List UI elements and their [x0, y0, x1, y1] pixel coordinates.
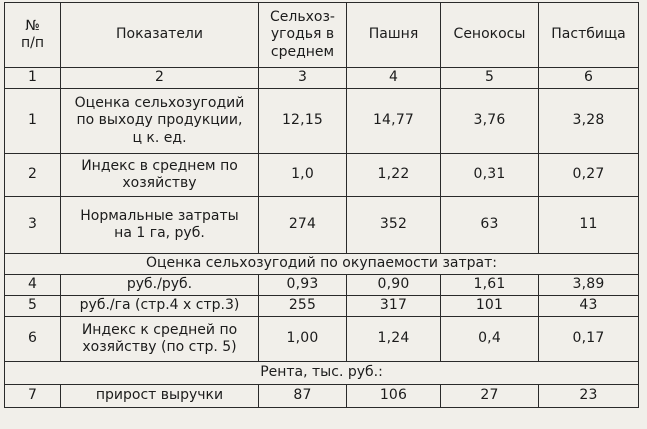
value-pastures: 0,27: [539, 154, 639, 197]
table-row: [5, 275, 639, 296]
value-pastures: 23: [539, 385, 639, 408]
row-label: [61, 89, 259, 154]
header-pastures-text: Пастбища: [551, 26, 626, 43]
value-avg: 12,15: [259, 89, 347, 154]
value-pastures: 0,17: [539, 317, 639, 362]
column-number: 4: [347, 68, 441, 89]
value-hayfields: 3,76: [441, 89, 539, 154]
section-title: Рента, тыс. руб.:: [5, 362, 639, 385]
row-label: [61, 197, 259, 254]
table-row: [5, 154, 639, 197]
value-arable: 1,22: [347, 154, 441, 197]
value-pastures: 43: [539, 296, 639, 317]
row-num: 1: [5, 89, 61, 154]
value-hayfields: 0,4: [441, 317, 539, 362]
header-hayfields-text: Сенокосы: [453, 26, 526, 43]
row-label: [61, 385, 259, 408]
value-avg: 255: [259, 296, 347, 317]
column-number: 5: [441, 68, 539, 89]
row-label-text: руб./руб.: [126, 276, 193, 293]
table-row: [5, 197, 639, 254]
row-num: 4: [5, 275, 61, 296]
column-number: 6: [539, 68, 639, 89]
header-row: [5, 3, 639, 68]
value-arable: 0,90: [347, 275, 441, 296]
row-num: 2: [5, 154, 61, 197]
row-num: 6: [5, 317, 61, 362]
column-number: 1: [5, 68, 61, 89]
row-label: [61, 275, 259, 296]
header-arable: [347, 3, 441, 68]
value-avg: 1,0: [259, 154, 347, 197]
header-arable-text: Пашня: [368, 26, 419, 43]
column-number-row: [5, 68, 639, 89]
row-label-text: Индекс к средней по хозяйству (по стр. 5): [81, 321, 238, 355]
value-hayfields: 0,31: [441, 154, 539, 197]
header-num-text: № п/п: [20, 17, 45, 51]
land-valuation-table: [4, 2, 639, 408]
value-pastures: 11: [539, 197, 639, 254]
value-avg: 1,00: [259, 317, 347, 362]
value-hayfields: 63: [441, 197, 539, 254]
header-pastures: [539, 3, 639, 68]
section-row-rent: [5, 362, 639, 385]
value-avg: 0,93: [259, 275, 347, 296]
header-avg-text: Сельхоз- угодья в среднем: [270, 9, 335, 60]
header-avg: [259, 3, 347, 68]
value-arable: 14,77: [347, 89, 441, 154]
row-label: [61, 317, 259, 362]
section-title: Оценка сельхозугодий по окупаемости затрат:: [5, 254, 639, 275]
value-arable: 1,24: [347, 317, 441, 362]
value-avg: 274: [259, 197, 347, 254]
column-number: 2: [61, 68, 259, 89]
value-hayfields: 101: [441, 296, 539, 317]
row-label-text: Оценка сельхозугодий по выходу продукции, ц к. ед.: [74, 95, 245, 146]
value-arable: 352: [347, 197, 441, 254]
header-indicator: [61, 3, 259, 68]
row-label-text: Индекс в среднем по хозяйству: [81, 157, 238, 191]
row-label-text: Нормальные затраты на 1 га, руб.: [80, 207, 239, 241]
row-label: [61, 154, 259, 197]
row-num: 5: [5, 296, 61, 317]
row-num: 3: [5, 197, 61, 254]
header-indicator-text: Показатели: [116, 26, 203, 43]
value-hayfields: 1,61: [441, 275, 539, 296]
value-hayfields: 27: [441, 385, 539, 408]
value-arable: 317: [347, 296, 441, 317]
column-number: 3: [259, 68, 347, 89]
row-label-text: руб./га (стр.4 х стр.3): [79, 297, 240, 314]
table-row: [5, 296, 639, 317]
value-arable: 106: [347, 385, 441, 408]
section-row-payback: [5, 254, 639, 275]
table-row: [5, 385, 639, 408]
row-label-text: прирост выручки: [95, 387, 224, 404]
value-pastures: 3,28: [539, 89, 639, 154]
value-avg: 87: [259, 385, 347, 408]
value-pastures: 3,89: [539, 275, 639, 296]
header-hayfields: [441, 3, 539, 68]
header-num: [5, 3, 61, 68]
table-row: [5, 89, 639, 154]
row-label: [61, 296, 259, 317]
table-row: [5, 317, 639, 362]
row-num: 7: [5, 385, 61, 408]
